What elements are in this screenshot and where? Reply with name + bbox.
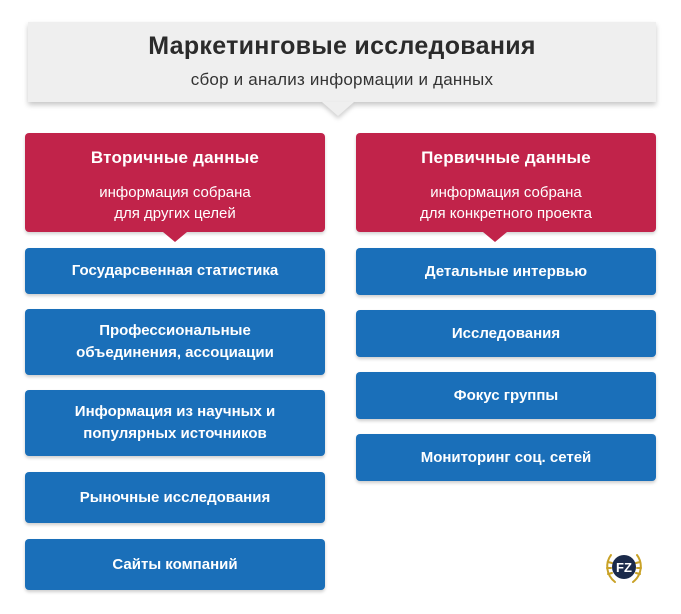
banner-pointer xyxy=(322,102,354,116)
page-title: Маркетинговые исследования xyxy=(148,32,536,60)
primary-data-box xyxy=(356,133,656,232)
primary-source-item xyxy=(356,248,656,295)
category-title: Вторичные данные xyxy=(90,148,260,167)
fz-logo xyxy=(602,545,646,589)
item-label: Государсвенная статистика xyxy=(71,262,279,279)
item-label: Фокус группы xyxy=(453,386,559,404)
primary-source-item xyxy=(356,434,656,481)
logo-text: FZ xyxy=(616,560,632,575)
category-description-line: информация собрана xyxy=(430,184,582,201)
category-description xyxy=(25,182,325,224)
item-label: популярных источников xyxy=(83,425,267,442)
secondary-data-pointer xyxy=(163,232,187,242)
item-label: Рыночные исследования xyxy=(79,488,271,506)
item-label: Исследования xyxy=(451,324,561,342)
primary-data-pointer xyxy=(483,232,507,242)
secondary-source-item xyxy=(25,390,325,456)
item-label: Детальные интервью xyxy=(424,262,588,280)
category-description-line: информация собрана xyxy=(99,184,251,201)
page-subtitle: сбор и анализ информации и данных xyxy=(190,70,494,89)
category-description-line: для других целей xyxy=(114,205,236,222)
secondary-source-item xyxy=(25,248,325,294)
title-banner xyxy=(28,22,656,102)
item-label: Информация из научных и xyxy=(74,403,276,420)
item-label: Сайты компаний xyxy=(112,555,238,573)
category-description-line: для конкретного проекта xyxy=(420,205,592,222)
secondary-source-item xyxy=(25,472,325,523)
primary-source-item xyxy=(356,372,656,419)
category-description xyxy=(356,182,656,224)
item-label: Профессиональные xyxy=(99,322,251,339)
item-label: объединения, ассоциации xyxy=(76,344,274,361)
item-label: Мониторинг соц. сетей xyxy=(420,448,592,466)
category-title: Первичные данные xyxy=(421,148,591,167)
secondary-data-box xyxy=(25,133,325,232)
primary-source-item xyxy=(356,310,656,357)
secondary-source-item xyxy=(25,309,325,375)
secondary-source-item xyxy=(25,539,325,590)
